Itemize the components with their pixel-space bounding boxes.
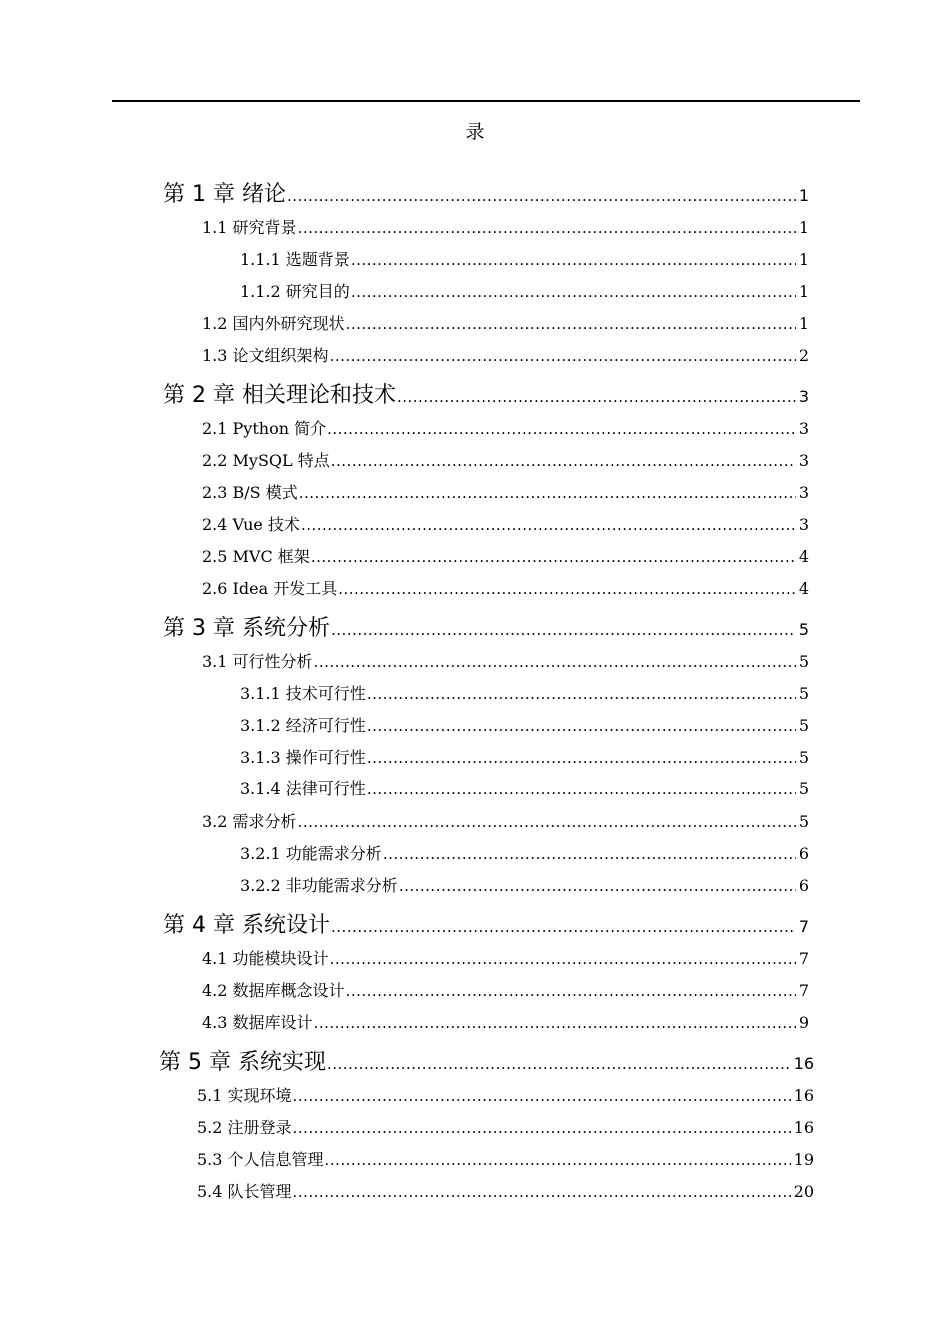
toc-entry-title: 5.2 注册登录 <box>197 1118 292 1137</box>
toc-dot-leader <box>298 810 796 834</box>
toc-dot-leader <box>325 1148 791 1172</box>
toc-page-number: 19 <box>793 1150 814 1169</box>
toc-dot-leader <box>299 481 796 505</box>
toc-dot-leader <box>314 1011 796 1035</box>
toc-page-number: 5 <box>798 748 809 767</box>
toc-dot-leader <box>331 615 796 644</box>
toc-dot-leader <box>298 216 796 240</box>
toc-dot-leader <box>330 947 796 971</box>
toc-entry-title: 1.1 研究背景 <box>202 218 297 237</box>
toc-page-number: 4 <box>798 547 809 566</box>
toc-section-entry[interactable] <box>202 417 809 441</box>
toc-dot-leader <box>367 714 796 738</box>
toc-dot-leader <box>367 777 796 801</box>
toc-entry-title: 2.1 Python 简介 <box>202 419 327 438</box>
toc-entry-title: 4.1 功能模块设计 <box>202 949 329 968</box>
toc-dot-leader <box>331 912 796 941</box>
toc-section-entry[interactable] <box>202 216 809 240</box>
toc-section-entry[interactable] <box>197 1116 814 1140</box>
toc-dot-leader <box>338 577 796 601</box>
toc-section-entry[interactable] <box>197 1148 814 1172</box>
toc-dot-leader <box>367 746 796 770</box>
toc-page-number: 4 <box>798 579 809 598</box>
toc-dot-leader <box>399 874 796 898</box>
toc-entry-title: 3.1.3 操作可行性 <box>240 748 366 767</box>
toc-entry-title: 3.2.2 非功能需求分析 <box>240 876 398 895</box>
toc-entry-title: 2.3 B/S 模式 <box>202 483 298 502</box>
toc-page-number: 1 <box>798 186 809 205</box>
toc-page-number: 7 <box>798 981 809 1000</box>
toc-entry-title: 3.1 可行性分析 <box>202 652 313 671</box>
toc-entry-title: 第 4 章 系统设计 <box>163 913 330 938</box>
toc-entry-title: 3.1.1 技术可行性 <box>240 684 366 703</box>
toc-page-number: 6 <box>798 844 809 863</box>
toc-page-number: 3 <box>798 515 809 534</box>
toc-page-number: 3 <box>798 451 809 470</box>
toc-section-entry[interactable] <box>202 545 809 569</box>
toc-entry-title: 4.3 数据库设计 <box>202 1013 313 1032</box>
toc-entry-title: 1.1.2 研究目的 <box>240 282 350 301</box>
toc-entry-title: 2.6 Idea 开发工具 <box>202 579 338 598</box>
toc-subsection-entry[interactable] <box>240 777 809 801</box>
toc-subsection-entry[interactable] <box>240 280 809 304</box>
toc-page-number: 5 <box>798 779 809 798</box>
toc-entry-title: 5.1 实现环境 <box>197 1086 292 1105</box>
toc-entry-title: 5.3 个人信息管理 <box>197 1150 324 1169</box>
toc-subsection-entry[interactable] <box>240 682 809 706</box>
toc-entry-title: 2.5 MVC 框架 <box>202 547 310 566</box>
toc-chapter-entry[interactable] <box>159 1048 814 1078</box>
toc-section-entry[interactable] <box>202 449 809 473</box>
toc-subsection-entry[interactable] <box>240 746 809 770</box>
toc-dot-leader <box>331 449 796 473</box>
toc-page-number: 16 <box>793 1054 814 1073</box>
toc-section-entry[interactable] <box>202 947 809 971</box>
toc-entry-title: 第 1 章 绪论 <box>163 182 286 207</box>
toc-subsection-entry[interactable] <box>240 714 809 738</box>
toc-page-number: 7 <box>798 949 809 968</box>
toc-dot-leader <box>293 1084 791 1108</box>
toc-page-number: 20 <box>793 1182 814 1201</box>
toc-dot-leader <box>346 979 796 1003</box>
toc-entry-title: 4.2 数据库概念设计 <box>202 981 345 1000</box>
toc-entry-title: 1.3 论文组织架构 <box>202 346 329 365</box>
toc-entry-title: 3.2.1 功能需求分析 <box>240 844 382 863</box>
toc-page-number: 16 <box>793 1086 814 1105</box>
toc-page-number: 2 <box>798 346 809 365</box>
toc-entry-title: 2.2 MySQL 特点 <box>202 451 330 470</box>
toc-page-number: 7 <box>798 917 809 936</box>
toc-section-entry[interactable] <box>202 979 809 1003</box>
toc-subsection-entry[interactable] <box>240 248 809 272</box>
toc-page-number: 5 <box>798 812 809 831</box>
toc-page-number: 5 <box>798 684 809 703</box>
toc-section-entry[interactable] <box>202 577 809 601</box>
toc-dot-leader <box>351 280 796 304</box>
toc-page-number: 3 <box>798 419 809 438</box>
toc-dot-leader <box>314 650 796 674</box>
toc-page-number: 1 <box>798 250 809 269</box>
toc-page-number: 6 <box>798 876 809 895</box>
toc-section-entry[interactable] <box>202 513 809 537</box>
toc-dot-leader <box>383 842 796 866</box>
toc-chapter-entry[interactable] <box>163 911 809 941</box>
toc-subsection-entry[interactable] <box>240 842 809 866</box>
toc-section-entry[interactable] <box>197 1180 814 1204</box>
toc-dot-leader <box>287 181 796 210</box>
toc-section-entry[interactable] <box>202 344 809 368</box>
toc-page-number: 5 <box>798 620 809 639</box>
toc-dot-leader <box>330 344 796 368</box>
toc-subsection-entry[interactable] <box>240 874 809 898</box>
toc-dot-leader <box>311 545 796 569</box>
toc-heading: 录 <box>465 121 485 143</box>
toc-entry-title: 2.4 Vue 技术 <box>202 515 300 534</box>
toc-entry-title: 1.2 国内外研究现状 <box>202 314 345 333</box>
toc-page-number: 1 <box>798 218 809 237</box>
toc-page-number: 1 <box>798 314 809 333</box>
toc-section-entry[interactable] <box>202 312 809 336</box>
toc-section-entry[interactable] <box>202 810 809 834</box>
toc-entry-title: 第 3 章 系统分析 <box>163 616 330 641</box>
toc-page-number: 5 <box>798 716 809 735</box>
toc-dot-leader <box>327 1049 791 1078</box>
toc-dot-leader <box>351 248 796 272</box>
toc-section-entry[interactable] <box>202 1011 809 1035</box>
toc-page-number: 3 <box>798 387 809 406</box>
toc-dot-leader <box>293 1116 791 1140</box>
toc-dot-leader <box>327 417 796 441</box>
toc-entry-title: 3.2 需求分析 <box>202 812 297 831</box>
toc-dot-leader <box>293 1180 791 1204</box>
toc-dot-leader <box>397 382 796 411</box>
toc-page-number: 5 <box>798 652 809 671</box>
toc-entry-title: 3.1.2 经济可行性 <box>240 716 366 735</box>
toc-page-number: 9 <box>798 1013 809 1032</box>
toc-section-entry[interactable] <box>197 1084 814 1108</box>
toc-chapter-entry[interactable] <box>163 180 809 210</box>
toc-page-number: 16 <box>793 1118 814 1137</box>
toc-section-entry[interactable] <box>202 481 809 505</box>
toc-entry-title: 5.4 队长管理 <box>197 1182 292 1201</box>
toc-entry-title: 3.1.4 法律可行性 <box>240 779 366 798</box>
toc-entry-title: 第 5 章 系统实现 <box>159 1050 326 1075</box>
toc-entry-title: 1.1.1 选题背景 <box>240 250 350 269</box>
toc-section-entry[interactable] <box>202 650 809 674</box>
toc-chapter-entry[interactable] <box>163 381 809 411</box>
toc-page-number: 1 <box>798 282 809 301</box>
toc-entry-title: 第 2 章 相关理论和技术 <box>163 383 396 408</box>
toc-dot-leader <box>301 513 796 537</box>
toc-dot-leader <box>346 312 796 336</box>
toc-dot-leader <box>367 682 796 706</box>
toc-page-number: 3 <box>798 483 809 502</box>
toc-chapter-entry[interactable] <box>163 614 809 644</box>
